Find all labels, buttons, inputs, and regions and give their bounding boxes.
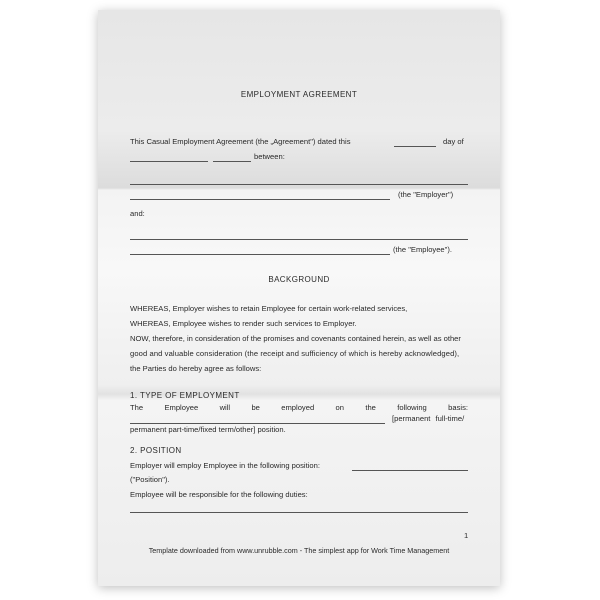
background-line: NOW, therefore, in consideration of the promises and covenants contained herein, as well as other [130,334,461,343]
section2-heading: 2. POSITION [130,446,182,455]
duties-blank [130,512,468,513]
document-title: EMPLOYMENT AGREEMENT [240,90,358,99]
and-text: and: [130,209,145,218]
background-line: WHEREAS, Employee wishes to render such services to Employer. [130,319,357,328]
footer-text: Template downloaded from www.unrubble.com - The simplest app for Work Time Management [148,546,450,555]
document-page [98,10,500,586]
background-line: WHEREAS, Employer wishes to retain Employee for certain work-related services, [130,304,408,313]
employer-blank [130,184,468,185]
word: be [251,403,260,412]
word: The [130,403,144,412]
section1-line2: [permanent full-time/ [392,414,465,423]
word: employed [281,403,315,412]
section2-line1: Employer will employ Employee in the following position: [130,461,320,470]
word: will [219,403,231,412]
employer-label: (the "Employer") [398,190,454,199]
background-heading: BACKGROUND [268,275,330,284]
word: Employee [164,403,199,412]
word: following [397,403,427,412]
basis-blank [130,423,385,424]
word: on [335,403,344,412]
employee-label: (the "Employee"). [393,245,452,254]
employer-blank [130,199,390,200]
year-blank [213,161,251,162]
month-blank [130,161,208,162]
background-line: good and valuable consideration (the receipt and sufficiency of which is hereby acknowledged), [130,349,460,358]
day-blank [394,146,436,147]
background-line: the Parties do hereby agree as follows: [130,364,262,373]
intro-text: This Casual Employment Agreement (the „Agreement") dated this [130,137,351,146]
section1-line3: permanent part-time/fixed term/other] position. [130,425,286,434]
word: the [365,403,376,412]
employee-blank [130,239,468,240]
employee-blank [130,254,390,255]
word: basis: [448,403,468,412]
page-number: 1 [464,531,469,540]
section2-line3: Employee will be responsible for the following duties: [130,490,308,499]
section1-heading: 1. TYPE OF EMPLOYMENT [130,391,240,400]
intro-text: between: [254,152,285,161]
section1-line1 [130,403,468,413]
intro-text: day of [443,137,464,146]
section2-line2: ("Position"). [130,475,170,484]
position-blank [352,470,468,471]
